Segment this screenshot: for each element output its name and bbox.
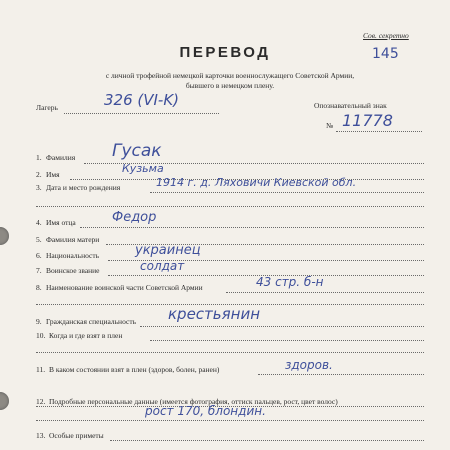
field-2-label: Имя [46,170,60,179]
field-8-label: Наименование воинской части Советской Армии [46,283,203,292]
camp-value: 326 (VI-K) [104,91,180,109]
field-1-label: Фамилия [46,153,76,162]
corner-handwritten-number: 145 [372,46,399,62]
field-5-number: 5. [36,235,42,244]
field-4-number: 4. [36,218,42,227]
field-6-number: 6. [36,251,42,260]
field-9-number: 9. [36,317,42,326]
field-3-label: Дата и место рождения [46,183,121,192]
field-10-label: Когда и где взят в плен [49,331,123,340]
field-8-value: 43 стр. б-н [256,275,324,289]
field-11-value: здоров. [285,358,333,372]
camp-label: Лагерь [36,103,58,112]
field-6-label: Национальность [46,251,100,260]
tag-underline [336,131,422,132]
subtitle-line-2: бывшего в немецком плену. [185,81,275,90]
field-11-number: 11. [36,365,46,374]
tag-number-prefix: № [326,121,334,130]
field-7-value: солдат [140,259,185,273]
punch-hole [0,227,9,245]
document-title: ПЕРЕВОД [179,44,271,61]
camp-underline [64,113,219,114]
field-12-value: рост 170, блондин. [145,404,266,418]
field-9-label: Гражданская специальность [46,317,137,326]
field-8-number: 8. [36,283,42,292]
secret-stamp-label: Сов. секретно [363,31,409,40]
field-13-number: 13. [36,431,46,440]
field-3-value: 1914 г. д. Ляховичи Киевской обл. [156,176,357,189]
field-4-label: Имя отца [46,218,76,227]
tag-label: Опознавательный знак [314,101,387,110]
subtitle-line-1: с личной трофейной немецкой карточки военнослужащего Советской Армии, [105,71,355,80]
field-11-label: В каком состоянии взят в плен (здоров, болен, ранен) [49,365,220,374]
punch-hole [0,392,9,410]
field-10-number: 10. [36,331,46,340]
field-4-value: Федор [112,210,157,225]
field-1-value: Гусак [112,141,162,161]
field-7-number: 7. [36,266,42,275]
field-1-number: 1. [36,153,42,162]
field-9-value: крестьянин [168,305,261,323]
field-13-label: Особые приметы [49,431,104,440]
field-2-number: 2. [36,170,42,179]
tag-value: 11778 [342,111,393,130]
field-12-label: Подробные персональные данные (имеется фотография, оттиск пальцев, рост, цвет волос) [49,397,338,406]
field-6-value: украинец [135,243,201,258]
field-7-label: Воинское звание [46,266,100,275]
field-12-number: 12. [36,397,46,406]
field-2-value: Кузьма [122,162,164,175]
field-5-label: Фамилия матери [46,235,100,244]
field-3-number: 3. [36,183,42,192]
